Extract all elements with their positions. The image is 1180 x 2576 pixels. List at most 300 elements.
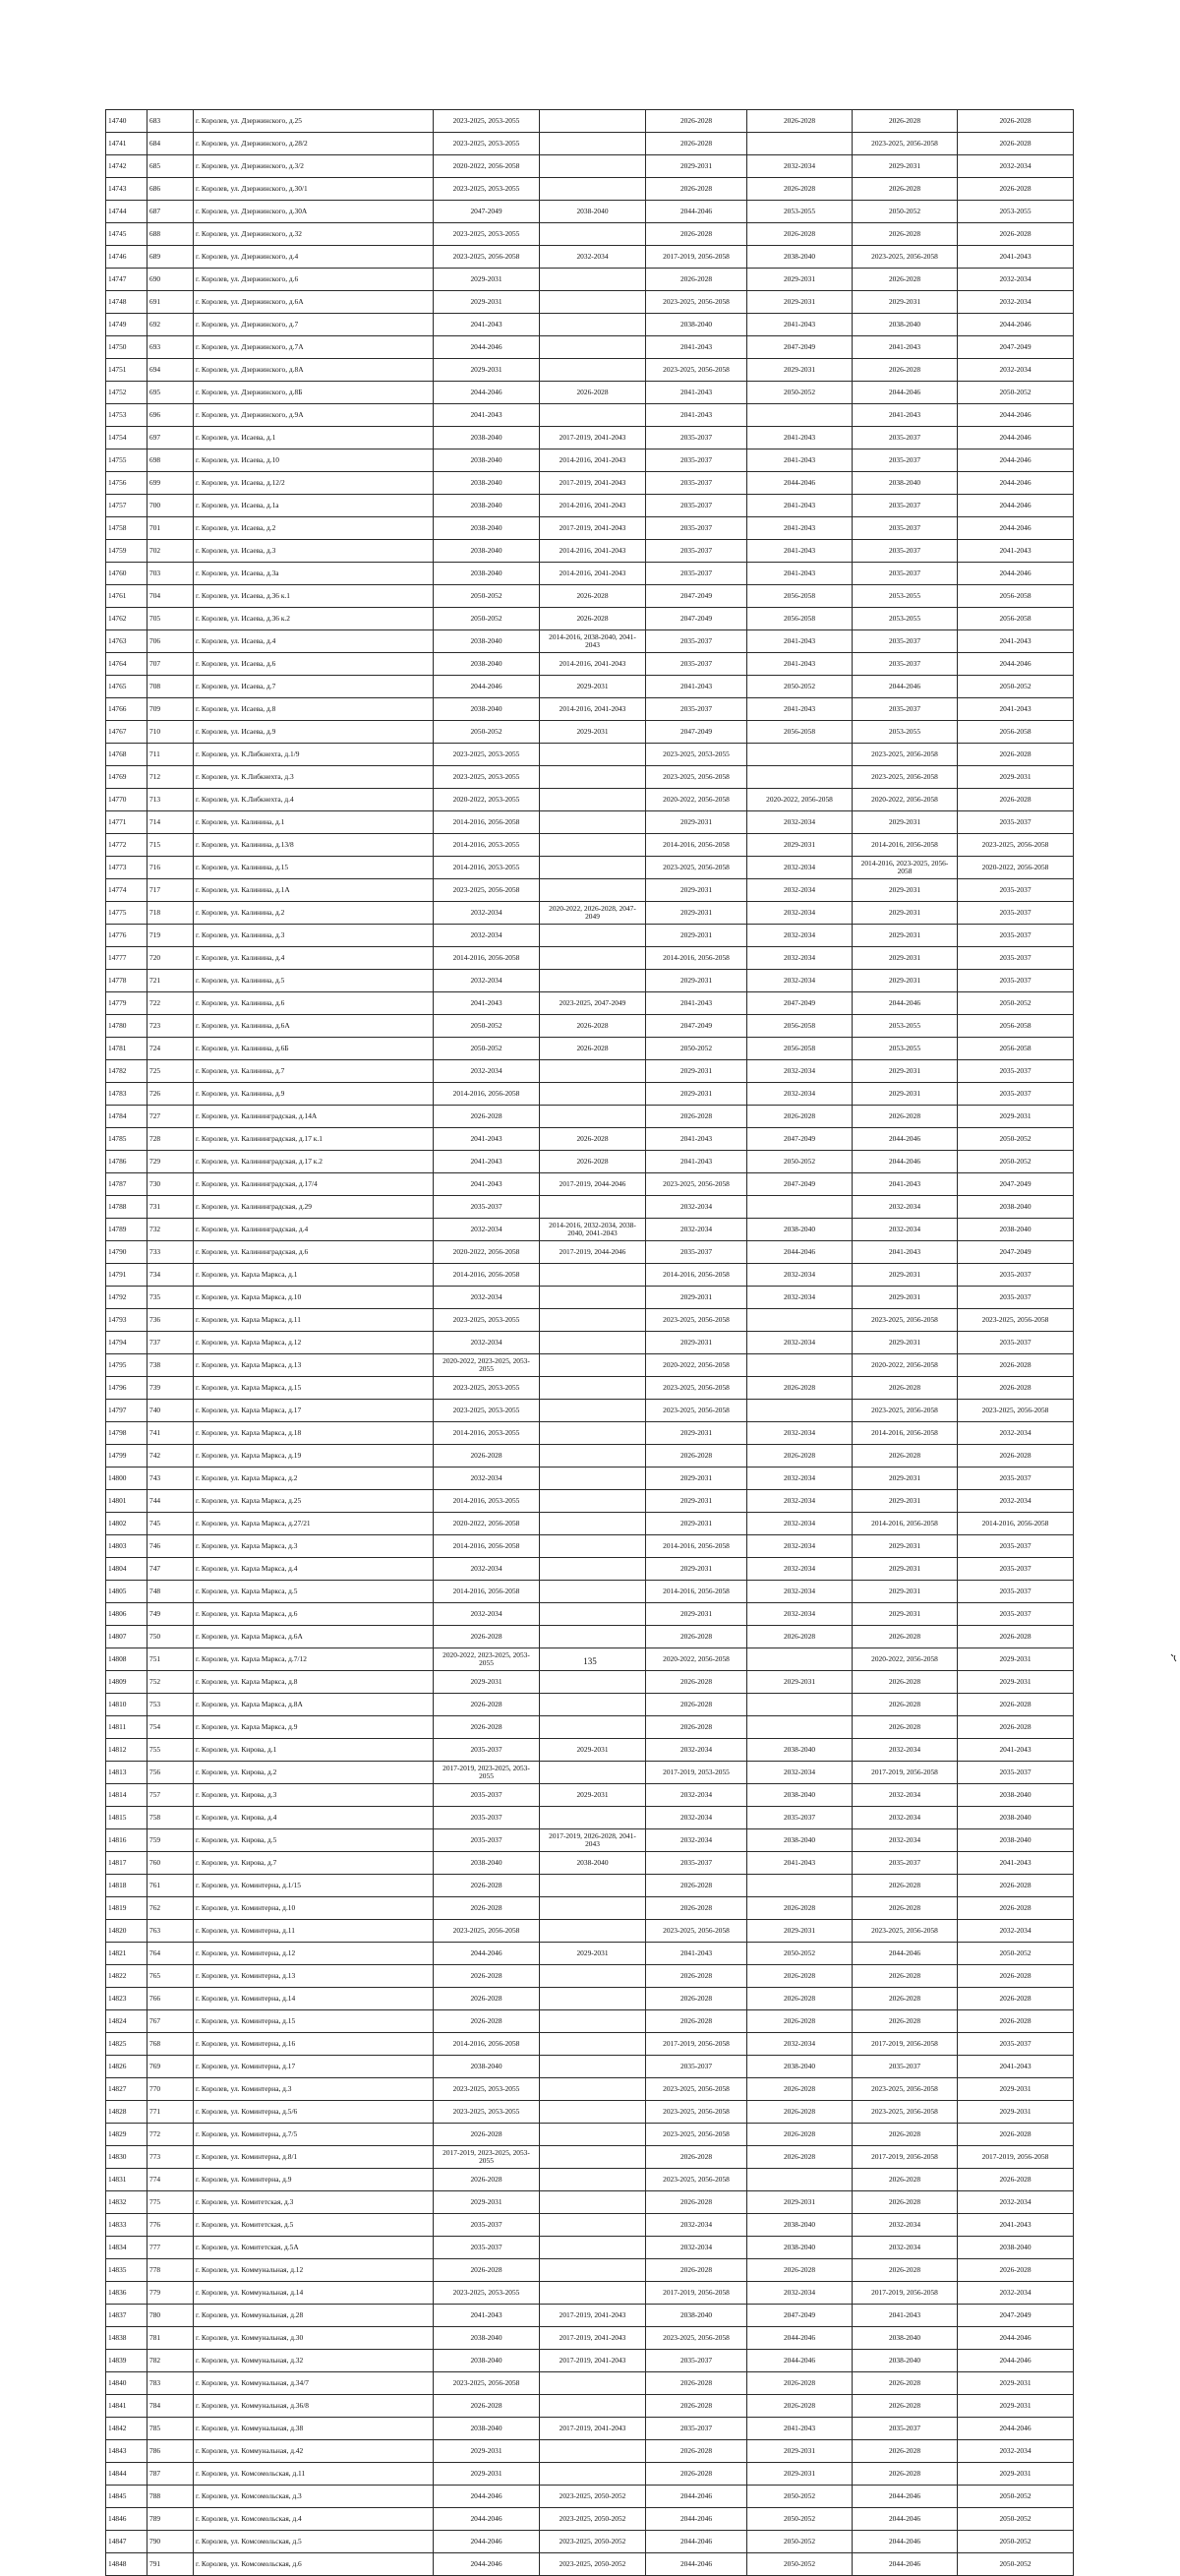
table-cell: 2047-2049 [958, 1241, 1074, 1264]
table-cell [540, 1377, 646, 1400]
table-cell: 2023-2025, 2056-2058 [646, 359, 747, 382]
table-cell: г. Королев, ул. Карла Маркса, д.5 [194, 1581, 434, 1603]
table-cell [540, 1694, 646, 1716]
table-cell [540, 1716, 646, 1739]
table-cell [540, 811, 646, 834]
table-cell: 705 [148, 608, 194, 630]
table-cell: 2035-2037 [646, 2418, 747, 2440]
table-cell: 737 [148, 1332, 194, 1354]
table-cell: 2038-2040 [958, 1196, 1074, 1219]
table-cell: 2032-2034 [747, 902, 853, 925]
table-cell: 2035-2037 [958, 902, 1074, 925]
table-cell: 2026-2028 [646, 133, 747, 155]
table-cell: 2044-2046 [646, 2486, 747, 2508]
table-cell: г. Королев, ул. Дзержинского, д.9А [194, 404, 434, 427]
table-cell: 2035-2037 [853, 449, 958, 472]
table-cell [540, 857, 646, 879]
table-cell: 2029-2031 [646, 1468, 747, 1490]
table-cell: 2026-2028 [958, 1445, 1074, 1468]
table-cell: 2023-2025, 2056-2058 [646, 857, 747, 879]
table-cell: 2032-2034 [853, 2237, 958, 2259]
table-cell: 2035-2037 [853, 2056, 958, 2078]
table-cell: 14751 [106, 359, 148, 382]
table-cell: 2032-2034 [958, 155, 1074, 178]
table-cell: 14745 [106, 223, 148, 246]
table-cell: 14840 [106, 2372, 148, 2395]
table-cell: 781 [148, 2327, 194, 2350]
table-cell: 727 [148, 1106, 194, 1128]
table-cell: 2023-2025, 2053-2055 [434, 1377, 540, 1400]
table-cell [540, 947, 646, 970]
table-cell: 14797 [106, 1400, 148, 1422]
table-cell: 2017-2019, 2023-2025, 2053-2055 [434, 2146, 540, 2169]
table-cell: г. Королев, ул. Калинина, д.4 [194, 947, 434, 970]
table-cell: 2032-2034 [747, 879, 853, 902]
table-cell: 2035-2037 [646, 698, 747, 721]
table-cell: 2017-2019, 2056-2058 [646, 2282, 747, 2305]
table-cell: 14812 [106, 1739, 148, 1762]
table-cell: 2026-2028 [540, 608, 646, 630]
table-cell: 2044-2046 [646, 2508, 747, 2531]
table-cell: 2026-2028 [434, 2395, 540, 2418]
table-cell: 2044-2046 [434, 2553, 540, 2576]
table-cell [540, 1287, 646, 1309]
table-cell: 2026-2028 [958, 1694, 1074, 1716]
table-cell: 2035-2037 [853, 1852, 958, 1875]
table-row [106, 721, 1074, 744]
table-cell: 2029-2031 [646, 1558, 747, 1581]
table-cell: 2026-2028 [747, 1965, 853, 1988]
table-cell: 2038-2040 [747, 2056, 853, 2078]
table-cell: 2026-2028 [853, 2124, 958, 2146]
table-cell: г. Королев, ул. Исаева, д.9 [194, 721, 434, 744]
table-cell: 14790 [106, 1241, 148, 1264]
table-cell: 14786 [106, 1151, 148, 1173]
table-cell: 2032-2034 [646, 1784, 747, 1807]
table-cell: 2035-2037 [853, 540, 958, 563]
table-cell: 14845 [106, 2486, 148, 2508]
table-row [106, 1106, 1074, 1128]
table-cell: г. Королев, ул. Карла Маркса, д.2 [194, 1468, 434, 1490]
table-cell [540, 1988, 646, 2010]
table-cell: 2029-2031 [646, 902, 747, 925]
table-cell: 2026-2028 [540, 1015, 646, 1038]
table-cell: г. Королев, ул. Комсомольская, д.11 [194, 2463, 434, 2486]
table-cell: 2050-2052 [747, 1151, 853, 1173]
table-cell: 2041-2043 [747, 563, 853, 585]
table-cell: 2035-2037 [958, 811, 1074, 834]
table-cell [540, 2101, 646, 2124]
table-row [106, 2033, 1074, 2056]
table-cell: 2041-2043 [958, 2214, 1074, 2237]
table-cell [540, 834, 646, 857]
table-cell: 14748 [106, 291, 148, 314]
table-cell: 14838 [106, 2327, 148, 2350]
table-cell: 14781 [106, 1038, 148, 1060]
table-cell: г. Королев, ул. Коминтерна, д.7/5 [194, 2124, 434, 2146]
table-cell: 2026-2028 [434, 2169, 540, 2191]
table-row [106, 744, 1074, 766]
table-cell: 2020-2022, 2056-2058 [646, 789, 747, 811]
table-cell: 14801 [106, 1490, 148, 1513]
table-cell: 2041-2043 [646, 336, 747, 359]
table-cell: г. Королев, ул. Исаева, д.10 [194, 449, 434, 472]
table-cell: 2014-2016, 2038-2040, 2041-2043 [540, 630, 646, 653]
table-cell: 2044-2046 [958, 2418, 1074, 2440]
table-cell: 2026-2028 [646, 1694, 747, 1716]
table-cell: 2044-2046 [958, 517, 1074, 540]
table-cell: г. Королев, ул. Карла Маркса, д.12 [194, 1332, 434, 1354]
table-cell: 2029-2031 [646, 1513, 747, 1535]
table-cell: 2032-2034 [646, 2237, 747, 2259]
table-cell: 722 [148, 992, 194, 1015]
table-cell: 2032-2034 [853, 1807, 958, 1829]
table-cell: 2023-2025, 2056-2058 [853, 766, 958, 789]
table-cell: 726 [148, 1083, 194, 1106]
table-cell: г. Королев, ул. Коминтерна, д.9 [194, 2169, 434, 2191]
table-cell: г. Королев, ул. Комитетская, д.3 [194, 2191, 434, 2214]
table-cell: 2032-2034 [646, 1829, 747, 1852]
table-cell [747, 2169, 853, 2191]
table-cell: 2050-2052 [958, 2508, 1074, 2531]
table-cell: 14805 [106, 1581, 148, 1603]
table-cell: 14772 [106, 834, 148, 857]
table-cell [540, 336, 646, 359]
table-cell: 2044-2046 [434, 2508, 540, 2531]
table-cell: 2026-2028 [853, 1694, 958, 1716]
table-cell: 14808 [106, 1648, 148, 1671]
table-cell: 2026-2028 [853, 2259, 958, 2282]
table-cell: 707 [148, 653, 194, 676]
table-cell: 2044-2046 [958, 427, 1074, 449]
table-cell: 2038-2040 [434, 653, 540, 676]
table-cell: 14773 [106, 857, 148, 879]
table-cell [747, 133, 853, 155]
table-cell: 2041-2043 [853, 336, 958, 359]
table-cell: 2014-2016, 2056-2058 [646, 1535, 747, 1558]
table-cell: 2026-2028 [853, 110, 958, 133]
table-cell: 2017-2019, 2023-2025, 2053-2055 [434, 1762, 540, 1784]
table-row [106, 698, 1074, 721]
table-row [106, 1083, 1074, 1106]
table-cell: 14764 [106, 653, 148, 676]
table-cell: 14752 [106, 382, 148, 404]
table-cell: 2032-2034 [747, 1513, 853, 1535]
table-cell: г. Королев, ул. Исаева, д.6 [194, 653, 434, 676]
table-row [106, 336, 1074, 359]
table-row [106, 269, 1074, 291]
table-cell: 2026-2028 [747, 223, 853, 246]
table-row [106, 857, 1074, 879]
table-cell [540, 404, 646, 427]
table-cell: 2014-2016, 2056-2058 [853, 834, 958, 857]
table-cell: 2047-2049 [434, 201, 540, 223]
table-cell: 2053-2055 [853, 721, 958, 744]
table-cell: 2026-2028 [434, 1897, 540, 1920]
table-cell: 758 [148, 1807, 194, 1829]
table-cell: 2029-2031 [747, 269, 853, 291]
table-cell: 774 [148, 2169, 194, 2191]
table-cell: 14760 [106, 563, 148, 585]
table-cell: 2041-2043 [958, 630, 1074, 653]
table-cell: 2026-2028 [853, 1897, 958, 1920]
table-cell: 688 [148, 223, 194, 246]
table-cell: 2026-2028 [646, 2395, 747, 2418]
table-cell: 2050-2052 [958, 2531, 1074, 2553]
table-cell: 14777 [106, 947, 148, 970]
table-row [106, 291, 1074, 314]
table-cell: 2038-2040 [540, 1852, 646, 1875]
table-cell: 14814 [106, 1784, 148, 1807]
table-cell: 2044-2046 [958, 495, 1074, 517]
table-cell: 2026-2028 [747, 1445, 853, 1468]
table-row [106, 1558, 1074, 1581]
table-cell: 2026-2028 [434, 1445, 540, 1468]
table-cell [540, 879, 646, 902]
table-cell: 2035-2037 [958, 879, 1074, 902]
table-cell: 731 [148, 1196, 194, 1219]
table-cell: 14767 [106, 721, 148, 744]
table-cell: 2038-2040 [853, 2327, 958, 2350]
table-cell [540, 269, 646, 291]
table-cell: 14799 [106, 1445, 148, 1468]
table-cell: г. Королев, ул. Кирова, д.4 [194, 1807, 434, 1829]
table-cell: 2035-2037 [958, 1287, 1074, 1309]
table-cell: 2044-2046 [958, 2327, 1074, 2350]
table-cell [540, 1535, 646, 1558]
table-cell: 2044-2046 [958, 653, 1074, 676]
table-cell: 2023-2025, 2056-2058 [853, 2078, 958, 2101]
table-cell: г. Королев, ул. Карла Маркса, д.3 [194, 1535, 434, 1558]
table-cell: 2056-2058 [958, 585, 1074, 608]
table-cell: 2023-2025, 2056-2058 [853, 246, 958, 269]
table-cell: г. Королев, ул. Карла Маркса, д.11 [194, 1309, 434, 1332]
table-cell: 14820 [106, 1920, 148, 1943]
table-cell: г. Королев, ул. Исаева, д.8 [194, 698, 434, 721]
table-cell: 2050-2052 [958, 676, 1074, 698]
table-cell: 2047-2049 [646, 1015, 747, 1038]
table-cell: 773 [148, 2146, 194, 2169]
table-cell: 14842 [106, 2418, 148, 2440]
table-row [106, 359, 1074, 382]
table-cell: 2023-2025, 2056-2058 [434, 246, 540, 269]
table-cell: 2017-2019, 2056-2058 [646, 246, 747, 269]
table-cell: 2032-2034 [434, 902, 540, 925]
table-cell: г. Королев, ул. Калининградская, д.14А [194, 1106, 434, 1128]
table-cell: 761 [148, 1875, 194, 1897]
table-cell: 2047-2049 [747, 992, 853, 1015]
table-cell [540, 2078, 646, 2101]
table-row [106, 495, 1074, 517]
table-cell: г. Королев, ул. Комсомольская, д.5 [194, 2531, 434, 2553]
table-cell: 2032-2034 [747, 1535, 853, 1558]
table-cell [540, 2259, 646, 2282]
table-cell: 2026-2028 [747, 1988, 853, 2010]
table-cell: 2029-2031 [646, 1422, 747, 1445]
table-cell: 2050-2052 [747, 2531, 853, 2553]
table-cell: 14749 [106, 314, 148, 336]
table-cell: 2038-2040 [853, 472, 958, 495]
table-cell: 762 [148, 1897, 194, 1920]
table-row [106, 1173, 1074, 1196]
table-cell: 2038-2040 [434, 1852, 540, 1875]
table-cell: 2026-2028 [958, 1875, 1074, 1897]
table-cell: 14762 [106, 608, 148, 630]
table-row [106, 2124, 1074, 2146]
table-cell: 763 [148, 1920, 194, 1943]
table-cell: 2023-2025, 2053-2055 [646, 744, 747, 766]
table-cell: 2050-2052 [646, 1038, 747, 1060]
table-cell: г. Королев, ул. Коминтерна, д.13 [194, 1965, 434, 1988]
table-cell: 2047-2049 [747, 1173, 853, 1196]
table-cell: 2038-2040 [434, 2418, 540, 2440]
table-cell: 2053-2055 [853, 1015, 958, 1038]
table-cell: 2023-2025, 2053-2055 [434, 2101, 540, 2124]
table-cell: 14780 [106, 1015, 148, 1038]
table-cell: 2035-2037 [853, 495, 958, 517]
table-cell: 2026-2028 [958, 1965, 1074, 1988]
table-cell: г. Королев, ул. Карла Маркса, д.17 [194, 1400, 434, 1422]
table-cell: 683 [148, 110, 194, 133]
table-cell: 2020-2022, 2056-2058 [434, 155, 540, 178]
table-cell: 2047-2049 [747, 1128, 853, 1151]
table-cell: 2026-2028 [853, 2169, 958, 2191]
table-cell [540, 2214, 646, 2237]
table-cell [747, 1694, 853, 1716]
table-cell: 2017-2019, 2041-2043 [540, 2327, 646, 2350]
table-cell: 2017-2019, 2044-2046 [540, 1241, 646, 1264]
table-cell: 2014-2016, 2056-2058 [646, 1581, 747, 1603]
table-cell: 790 [148, 2531, 194, 2553]
table-cell: 2029-2031 [958, 1648, 1074, 1671]
table-cell [540, 1807, 646, 1829]
table-cell: г. Королев, ул. Дзержинского, д.8А [194, 359, 434, 382]
table-cell: 2050-2052 [434, 1015, 540, 1038]
table-cell: 2023-2025, 2050-2052 [540, 2508, 646, 2531]
table-cell: г. Королев, ул. Дзержинского, д.6 [194, 269, 434, 291]
table-cell: 2023-2025, 2050-2052 [540, 2553, 646, 2576]
table-cell: 2029-2031 [540, 1943, 646, 1965]
table-cell: 2023-2025, 2053-2055 [434, 110, 540, 133]
table-cell: 2041-2043 [958, 2056, 1074, 2078]
table-cell: 2050-2052 [958, 992, 1074, 1015]
table-cell: 14784 [106, 1106, 148, 1128]
table-cell: 2017-2019, 2041-2043 [540, 517, 646, 540]
table-cell: г. Королев, ул. Исаева, д.3а [194, 563, 434, 585]
table-cell [540, 359, 646, 382]
table-cell: 785 [148, 2418, 194, 2440]
table-cell: 2026-2028 [747, 1897, 853, 1920]
table-cell: 2029-2031 [747, 359, 853, 382]
table-row [106, 1535, 1074, 1558]
table-cell: 753 [148, 1694, 194, 1716]
table-cell: 2032-2034 [434, 1603, 540, 1626]
table-row [106, 925, 1074, 947]
table-cell: 2026-2028 [646, 1716, 747, 1739]
table-cell: 2029-2031 [540, 676, 646, 698]
table-cell: 2035-2037 [853, 517, 958, 540]
table-cell: 2020-2022, 2056-2058 [646, 1354, 747, 1377]
table-cell: 2032-2034 [434, 925, 540, 947]
table-cell [540, 744, 646, 766]
table-cell: 2050-2052 [958, 1943, 1074, 1965]
table-cell: 2056-2058 [747, 1015, 853, 1038]
table-cell: 685 [148, 155, 194, 178]
table-row [106, 1468, 1074, 1490]
table-cell [540, 1445, 646, 1468]
table-row [106, 1151, 1074, 1173]
table-cell: г. Королев, ул. Дзержинского, д.32 [194, 223, 434, 246]
table-cell: 2038-2040 [958, 1829, 1074, 1852]
table-cell: 2050-2052 [434, 608, 540, 630]
table-cell: 2026-2028 [646, 2191, 747, 2214]
table-cell: 2029-2031 [646, 811, 747, 834]
table-cell: 786 [148, 2440, 194, 2463]
table-cell: 2023-2025, 2056-2058 [646, 1173, 747, 1196]
table-cell [540, 1626, 646, 1648]
table-cell: 2035-2037 [646, 1852, 747, 1875]
table-cell: 2032-2034 [434, 1287, 540, 1309]
table-cell: 2032-2034 [434, 970, 540, 992]
table-row [106, 766, 1074, 789]
table-cell: 2056-2058 [958, 1038, 1074, 1060]
table-cell: 2035-2037 [646, 1241, 747, 1264]
table-cell: г. Королев, ул. Комсомольская, д.6 [194, 2553, 434, 2576]
table-cell: 2014-2016, 2041-2043 [540, 563, 646, 585]
table-cell: г. Королев, ул. Дзержинского, д.28/2 [194, 133, 434, 155]
table-cell: 2026-2028 [747, 1626, 853, 1648]
table-cell: 2044-2046 [434, 336, 540, 359]
table-cell: г. Королев, ул. Исаева, д.3 [194, 540, 434, 563]
table-cell: г. Королев, ул. Коммунальная, д.12 [194, 2259, 434, 2282]
table-cell: 2029-2031 [434, 2440, 540, 2463]
table-cell: г. Королев, ул. Калинина, д.1А [194, 879, 434, 902]
table-cell: 14776 [106, 925, 148, 947]
table-cell: 2029-2031 [646, 1490, 747, 1513]
table-cell [540, 1196, 646, 1219]
table-cell: 2032-2034 [958, 2440, 1074, 2463]
table-cell: 2041-2043 [747, 1852, 853, 1875]
table-cell: 2032-2034 [434, 1468, 540, 1490]
table-cell: 2017-2019, 2056-2058 [853, 1762, 958, 1784]
table-row [106, 1219, 1074, 1241]
table-cell: г. Королев, ул. Коминтерна, д.17 [194, 2056, 434, 2078]
table-cell: 14759 [106, 540, 148, 563]
table-cell: 2035-2037 [646, 472, 747, 495]
table-cell: 2020-2022, 2056-2058 [434, 1513, 540, 1535]
table-cell: 2026-2028 [958, 1716, 1074, 1739]
table-cell: 2029-2031 [853, 155, 958, 178]
table-row [106, 2508, 1074, 2531]
table-cell: 2032-2034 [747, 1264, 853, 1287]
table-cell: 2023-2025, 2053-2055 [434, 1400, 540, 1422]
table-cell: г. Королев, ул. Комсомольская, д.3 [194, 2486, 434, 2508]
table-cell: г. Королев, ул. К.Либкнехта, д.4 [194, 789, 434, 811]
table-cell: 741 [148, 1422, 194, 1445]
table-cell: г. Королев, ул. Карла Маркса, д.8 [194, 1671, 434, 1694]
table-cell: 720 [148, 947, 194, 970]
table-cell [540, 2395, 646, 2418]
table-cell: 14832 [106, 2191, 148, 2214]
table-cell: 2029-2031 [958, 2463, 1074, 2486]
table-cell: 2044-2046 [747, 2350, 853, 2372]
table-cell: 14758 [106, 517, 148, 540]
table-row [106, 2418, 1074, 2440]
table-cell: 2032-2034 [853, 1739, 958, 1762]
table-cell: 2032-2034 [958, 1490, 1074, 1513]
table-cell: 2023-2025, 2056-2058 [646, 766, 747, 789]
table-cell: 2014-2016, 2056-2058 [646, 1264, 747, 1287]
